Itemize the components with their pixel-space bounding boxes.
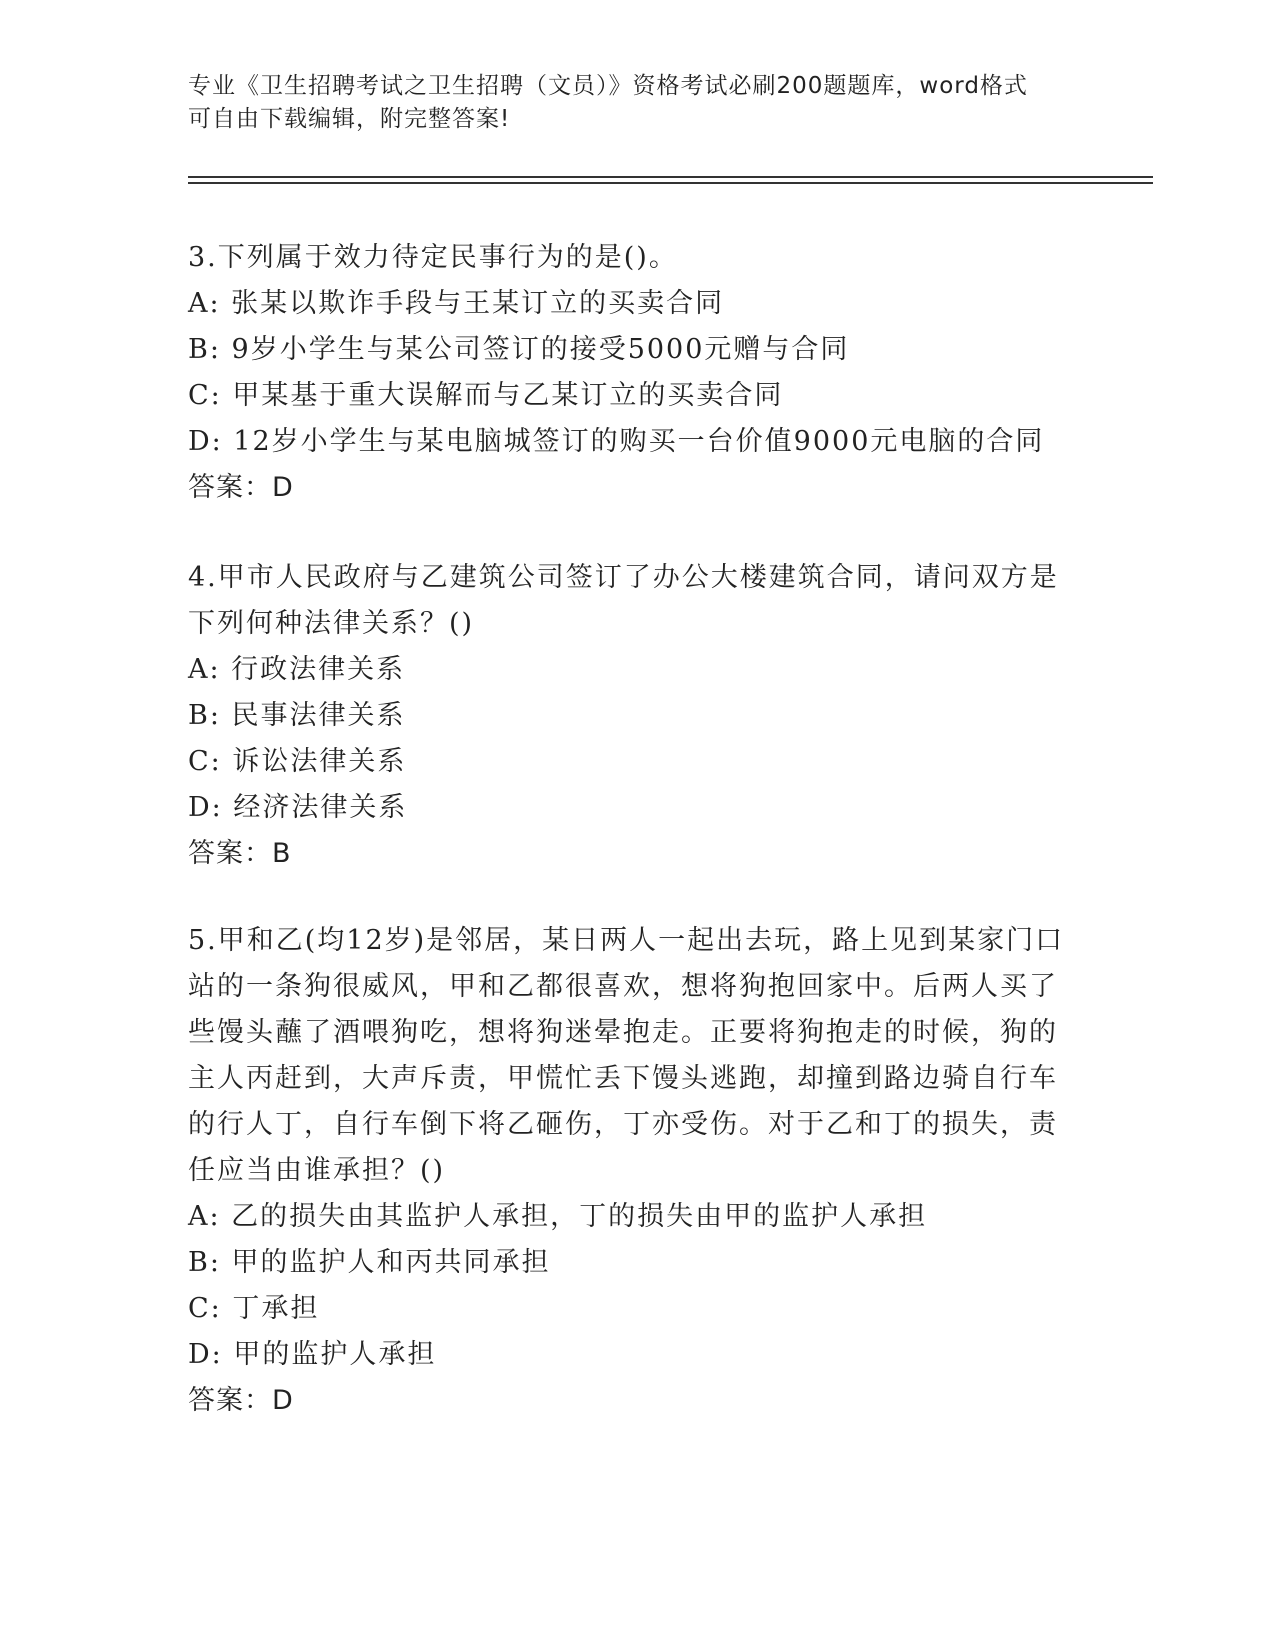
option-a: A: 乙的损失由其监护人承担，丁的损失由甲的监护人承担 <box>188 1201 928 1232</box>
option-d: D: 甲的监护人承担 <box>188 1339 437 1370</box>
option-c: C: 丁承担 <box>188 1293 320 1324</box>
header-line-1: 专业《卫生招聘考试之卫生招聘（文员）》资格考试必刷200题题库，word格式 <box>188 73 1028 99</box>
option-b: B: 甲的监护人和丙共同承担 <box>188 1247 551 1278</box>
option-c: C: 诉讼法律关系 <box>188 746 407 777</box>
question-stem: 5.甲和乙(均12岁)是邻居，某日两人一起出去玩，路上见到某家门口 <box>188 925 1065 956</box>
question-stem: 3.下列属于效力待定民事行为的是()。 <box>188 242 678 273</box>
option-c: C: 甲某基于重大误解而与乙某订立的买卖合同 <box>188 380 784 411</box>
header-divider-top <box>188 176 1153 178</box>
option-a: A: 张某以欺诈手段与王某订立的买卖合同 <box>188 288 725 319</box>
question-stem: 主人丙赶到，大声斥责，甲慌忙丢下馒头逃跑，却撞到路边骑自行车 <box>188 1063 1058 1094</box>
option-a: A: 行政法律关系 <box>188 654 406 685</box>
option-d: D: 12岁小学生与某电脑城签订的购买一台价值9000元电脑的合同 <box>188 426 1045 457</box>
option-b: B: 9岁小学生与某公司签订的接受5000元赠与合同 <box>188 334 850 365</box>
question-stem: 下列何种法律关系？() <box>188 608 475 639</box>
option-b: B: 民事法律关系 <box>188 700 406 731</box>
answer: 答案：D <box>188 1385 294 1416</box>
question-stem: 任应当由谁承担？() <box>188 1155 446 1186</box>
question-3 <box>188 235 1068 511</box>
question-4 <box>188 555 1068 877</box>
header-line-2: 可自由下载编辑，附完整答案! <box>188 106 511 132</box>
question-stem: 些馒头蘸了酒喂狗吃，想将狗迷晕抱走。正要将狗抱走的时候，狗的 <box>188 1017 1058 1048</box>
question-5 <box>188 918 1068 1424</box>
option-d: D: 经济法律关系 <box>188 792 408 823</box>
answer: 答案：B <box>188 838 292 869</box>
question-stem: 站的一条狗很威风，甲和乙都很喜欢，想将狗抱回家中。后两人买了 <box>188 971 1058 1002</box>
document-header <box>188 70 1088 136</box>
header-divider-bottom <box>188 182 1153 184</box>
question-stem: 4.甲市人民政府与乙建筑公司签订了办公大楼建筑合同，请问双方是 <box>188 562 1059 593</box>
question-stem: 的行人丁，自行车倒下将乙砸伤，丁亦受伤。对于乙和丁的损失，责 <box>188 1109 1058 1140</box>
answer: 答案：D <box>188 472 294 503</box>
